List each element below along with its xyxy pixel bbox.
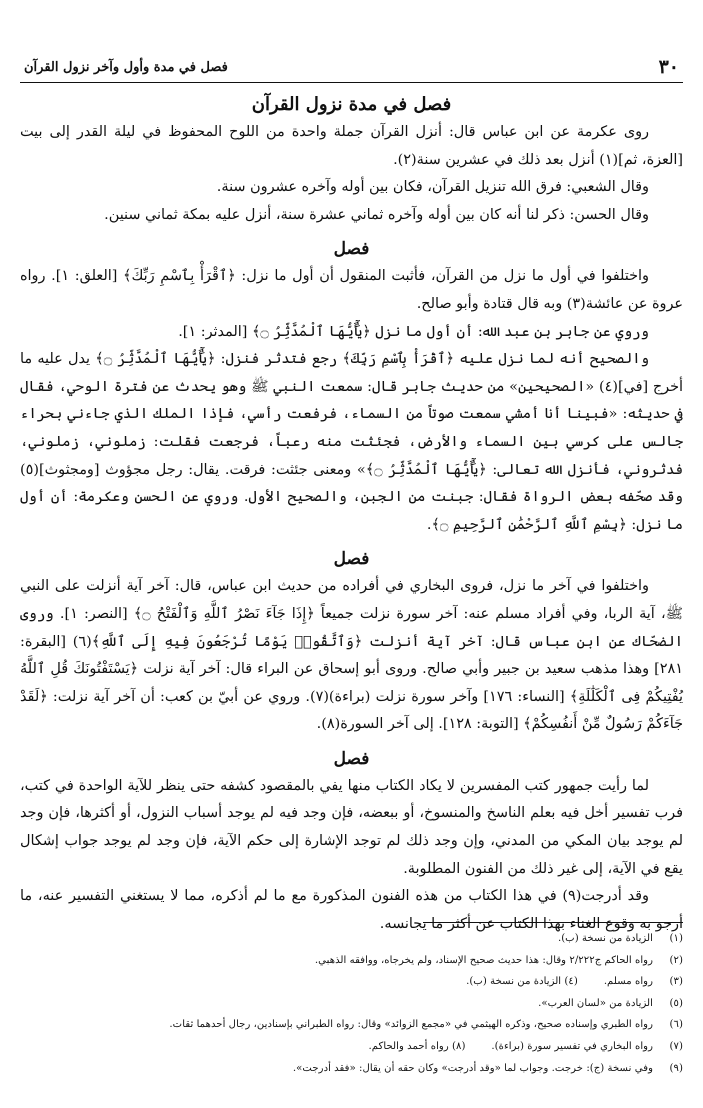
paragraph: واختلفوا في أول ما نزل من القرآن، فأثبت المنقول أن أول ما نزل: ﴿ٱقْرَأْ بِٱسْمِ رَبِّكَ﴾ [العلق: ١]. رواه عروة عن عائشة(٣) وبه قال قتادة وأبو صالح. [20, 268, 683, 312]
footnote-number: (١) [669, 933, 683, 944]
footnote-number: (٧) [669, 1040, 683, 1052]
footnote-separator [423, 922, 683, 923]
footnote-text: الزيادة من «لسان العرب». [538, 997, 653, 1009]
footnote [20, 1036, 683, 1058]
footnote-text: رواه البخاري في تفسير سورة (براءة). [491, 1040, 653, 1052]
paragraph: وقد أدرجت(٩) في هذا الكتاب من هذه الفنون المذكورة مع ما لم أذكره، مما لا يستغني التفسير عنه، ما أرجو به وقوع الغناء بهذا الكتاب عن أكثر ما يجانسه. [20, 888, 683, 932]
paragraph: واختلفوا في آخر ما نزل، فروى البخاري في أفراده من حديث ابن عباس، قال: آخر آية أنزلت على النبي ﷺ، آية الربا، وفي أفراد مسلم عنه: آخر سورة نزلت جميعاً ﴿إِذَا جَآءَ نَصْرُ ٱللَّهِ وَٱلْفَتْحُ ۝﴾ [النصر: ١]. وروى الضحّاك عن ابن عباس قال: آخر آية أنزلت ﴿وَٱتَّقُوا۟ يَوْمًا تُرْجَعُونَ فِيهِ إِلَى ٱللَّهِ﴾(٦) [البقرة: ٢٨١] وهذا مذهب سعيد بن جبير وأبي صالح. وروى أبو إسحاق عن البراء قال: آخر آية نزلت ﴿يَسْتَفْتُونَكَ قُلِ ٱللَّهُ يُفْتِيكُمْ فِى ٱلْكَلَٰلَةِ﴾ [النساء: ١٧٦] وآخر سورة نزلت (براءة)(٧). وروي عن أبيّ بن كعب: أن آخر آية نزلت: ﴿لَقَدْ جَآءَكُمْ رَسُولٌ مِّنْ أَنفُسِكُمْ﴾ [التوبة: ١٢٨]. إلى آخر السورة(٨). [20, 578, 683, 733]
footnote-number: (٦) [669, 1019, 683, 1031]
footnote-text: رواه الطبري وإسناده صحيح، وذكره الهيثمي في «مجمع الزوائد» وقال: رواه الطبراني بإسنادين، رجال أحدهما ثقات. [169, 1019, 653, 1031]
paragraph: والصحيح أنه لما نزل عليه ﴿ٱقْرَأْ بِٱسْمِ رَبِّكَ﴾ رجع فتدثر فنزل: ﴿يَٰٓأَيُّهَا ٱلْمُدَّثِّرُ ۝﴾ يدل عليه ما أخرج [في](٤) «الصحيحين» من حديث جابر قال: سمعت النبي ﷺ وهو يحدث عن فترة الوحي، فقال في حديثه: «فبينا أنا أمشي سمعت صوتاً من السماء، فرفعت رأسي، فإذا الملك الذي جاءني بحراء جالس على كرسي بين السماء والأرض، فجئثت منه رعباً، فرجعت فقلت: زملوني، زملوني، فدثروني، فأنزل الله تعالى: ﴿يَٰٓأَيُّهَا ٱلْمُدَّثِّرُ ۝﴾» ومعنى جئثت: فرقت. يقال: رجل مجؤوث [ومجثوث](٥) وقد صحّفه بعض الرواة فقال: جبنت من الجبن، والصحيح الأول. وروي عن الحسن وعكرمة: أن أول ما نزل: ﴿بِسْمِ ٱللَّهِ ٱلرَّحْمَٰنِ ٱلرَّحِيمِ ۝﴾. [20, 351, 684, 533]
footnote [20, 971, 683, 993]
footnote [20, 1058, 683, 1080]
footnote-number: (٢) [669, 954, 683, 966]
footnote-text: الزيادة من نسخة (ب). [557, 933, 653, 944]
section-title-book-purpose: فصل [333, 748, 370, 769]
running-title: فصل في مدة وأول وآخر نزول القرآن [24, 60, 228, 75]
footnote [20, 993, 683, 1015]
paragraph: روى عكرمة عن ابن عباس قال: أنزل القرآن جملة واحدة من اللوح المحفوظ في ليلة القدر إلى بيت [العزة، ثم](١) أنزل بعد ذلك في عشرين سنة(٢). [20, 124, 683, 168]
paragraph: وقال الشعبي: فرق الله تنزيل القرآن، فكان بين أوله وآخره عشرون سنة. [216, 179, 649, 196]
footnote-inline-extra: (٨) رواه أحمد والحاكم. [368, 1040, 466, 1052]
footnote [20, 928, 683, 950]
paragraph: وقال الحسن: ذكر لنا أنه كان بين أوله وآخره ثماني عشرة سنة، أنزل عليه بمكة ثماني سنين. [104, 206, 649, 223]
running-header [20, 52, 683, 83]
footnote-number: (٥) [669, 997, 683, 1009]
footnote-number: (٩) [669, 1062, 683, 1074]
footnote-number: (٣) [669, 976, 683, 988]
footnote-text: رواه مسلم. [603, 976, 653, 988]
footnote-inline-extra: (٤) الزيادة من نسخة (ب). [466, 976, 578, 988]
section-title-first-revealed: فصل [333, 239, 370, 260]
paragraph: وروي عن جابر بن عبد الله: أن أول ما نزل ﴿يَٰٓأَيُّهَا ٱلْمُدَّثِّرُ ۝﴾ [المدثر: ١]. [178, 323, 649, 340]
page-number: ٣٠ [658, 56, 679, 78]
section-title-duration: فصل في مدة نزول القرآن [251, 94, 452, 115]
section-title-last-revealed: فصل [333, 549, 370, 570]
footnote-text: وفي نسخة (ج): خرجت. وجواب لما «وقد أدرجت» وكان حقه أن يقال: «فقد أدرجت». [292, 1062, 653, 1074]
footnote [20, 1014, 683, 1036]
paragraph: لما رأيت جمهور كتب المفسرين لا يكاد الكتاب منها يفي بالمقصود كشفه حتى ينظر للآية الواحدة في كتب، فرب تفسير أخل فيه بعلم الناسخ والمنسوخ، أو ببعضه، فإن وجد فيه لم يوجد أسباب النزول، أو أكثرها، فإن وجد لم يوجد بيان المكي من المدني، وإن وجد ذلك لم توجد الإشارة إلى حكم الآية، فإن وجد لم يوجد جواب إشكال يقع في الآية، إلى غير ذلك من الفنون المطلوبة. [20, 777, 683, 877]
footnote-text: رواه الحاكم ج٢/٢٢٢ وقال: هذا حديث صحيح الإسناد، ولم يخرجاه، ووافقه الذهبي. [314, 954, 653, 966]
footnote [20, 950, 683, 972]
footnotes [20, 928, 683, 1079]
